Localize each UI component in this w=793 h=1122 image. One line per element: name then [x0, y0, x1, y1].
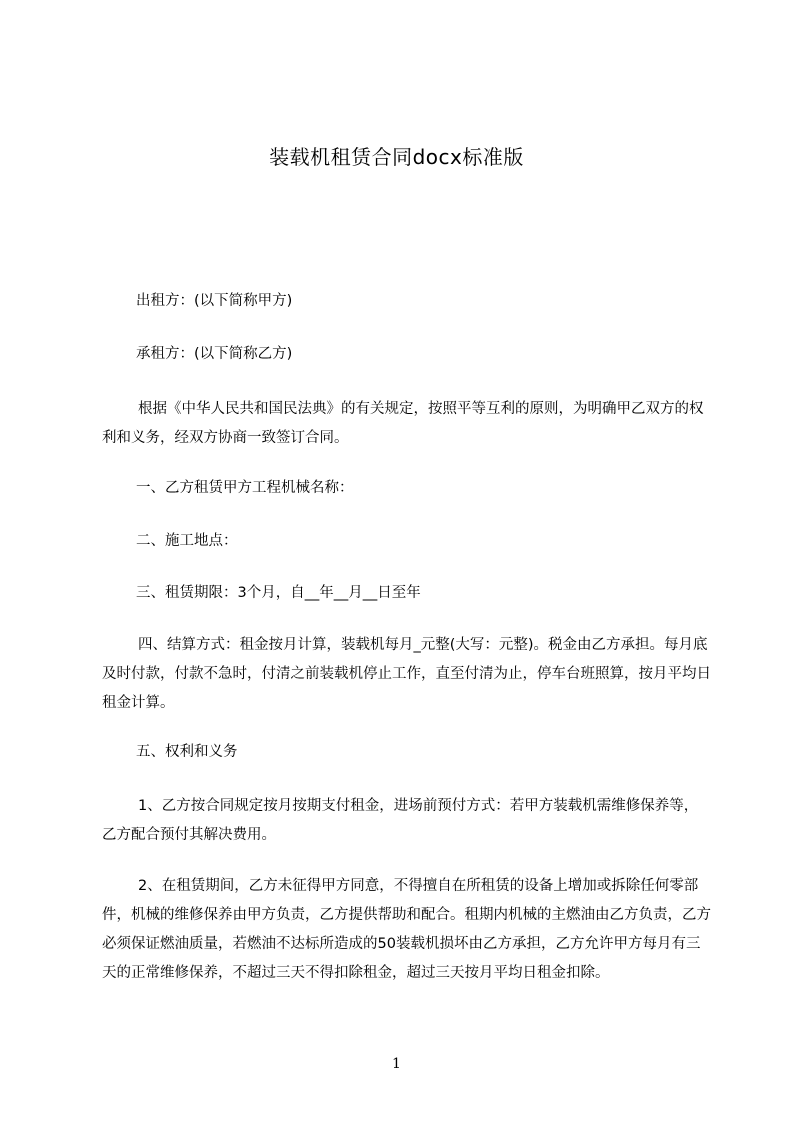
clause-5-heading: 五、权利和义务: [136, 744, 238, 760]
document-title: 装载机租赁合同docx标准版: [269, 145, 524, 169]
clause-1-equipment: 一、乙方租赁甲方工程机械名称：: [136, 480, 354, 496]
clause-5-item-2: 2、在租赁期间，乙方未征得甲方同意，不得擅自在所租赁的设备上增加或拆除任何零部件，机械的维修保养由甲方负责，乙方提供帮助和配合。租期内机械的主燃油由乙方负责，乙方必须保证燃油质量，若燃油不达标所造成的50装载机损坏由乙方承担，乙方允许甲方每月有三天的正常维修保养，不超过三天不得扣除租金，超过三天按月平均日租金扣除。: [102, 878, 711, 981]
clause-5-item-1: 1、乙方按合同规定按月按期支付租金，进场前预付方式：若甲方装载机需维修保养等，乙方配合预付其解决费用。: [102, 798, 699, 843]
page-number: 1: [392, 1056, 401, 1072]
clause-4-settlement: 四、结算方式：租金按月计算，装载机每月_元整(大写：元整)。税金由乙方承担。每月底及时付款，付款不急时，付清之前装载机停止工作，直至付清为止，停车台班照算，按月平均日租金计算。: [102, 637, 711, 711]
lessor-line: 出租方：(以下简称甲方): [136, 293, 293, 309]
clause-2-location: 二、施工地点：: [136, 533, 238, 549]
preamble-paragraph: 根据《中华人民共和国民法典》的有关规定，按照平等互利的原则，为明确甲乙双方的权利和义务，经双方协商一致签订合同。: [102, 401, 704, 446]
clause-3-term: 三、租赁期限：3个月，自__年__月__日至年: [136, 585, 421, 601]
lessee-line: 承租方：(以下简称乙方): [136, 346, 293, 362]
